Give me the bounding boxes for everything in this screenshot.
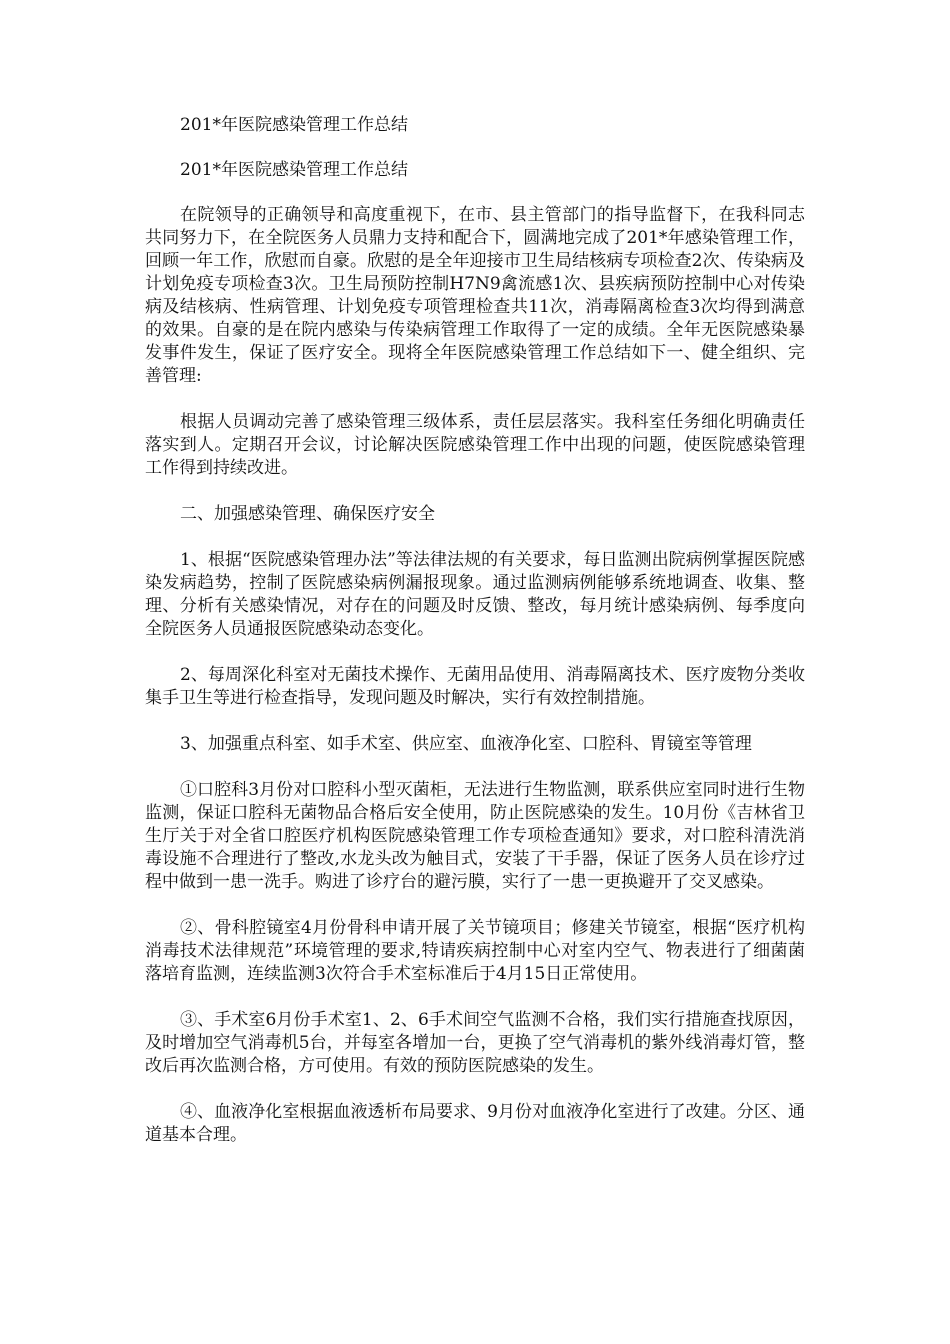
paragraph-blood-purification: ④、血液净化室根据血液透析布局要求、9月份对血液净化室进行了改建。分区、通道基本合理。 bbox=[145, 1102, 805, 1145]
paragraph-orthopedic: ②、骨科腔镜室4月份骨科申请开展了关节镜项目；修建关节镜室，根据“医疗机构消毒技术法律规范”环境管理的要求,特请疾病控制中心对室内空气、物表进行了细菌菌落培育监测，连续监测3次符合手术室标准后于4月15日正常使用。 bbox=[145, 918, 805, 984]
paragraph-item-3: 3、加强重点科室、如手术室、供应室、血液净化室、口腔科、胃镜室等管理 bbox=[180, 734, 752, 754]
paragraph-item-2: 2、每周深化科室对无菌技术操作、无菌用品使用、消毒隔离技术、医疗废物分类收集手卫生等进行检查指导，发现问题及时解决，实行有效控制措施。 bbox=[145, 665, 805, 708]
paragraph-organization: 根据人员调动完善了感染管理三级体系，责任层层落实。我科室任务细化明确责任落实到人。定期召开会议，讨论解决医院感染管理工作中出现的问题，使医院感染管理工作得到持续改进。 bbox=[145, 412, 805, 478]
section-heading-infection-management: 二、加强感染管理、确保医疗安全 bbox=[180, 504, 435, 524]
paragraph-intro: 在院领导的正确领导和高度重视下，在市、县主管部门的指导监督下，在我科同志共同努力下，在全院医务人员鼎力支持和配合下，圆满地完成了201*年感染管理工作，回顾一年工作，欣慰而自豪。欣慰的是全年迎接市卫生局结核病专项检查2次、传染病及计划免疫专项检查3次。卫生局预防控制H7N9禽流感1次、县疾病预防控制中心对传染病及结核病、性病管理、计划免疫专项管理检查共11次，消毒隔离检查3次均得到满意的效果。自豪的是在院内感染与传染病管理工作取得了一定的成绩。全年无医院感染暴发事件发生，保证了医疗安全。现将全年医院感染管理工作总结如下一、健全组织、完善管理: bbox=[145, 205, 805, 386]
document-title: 201*年医院感染管理工作总结 bbox=[180, 115, 408, 135]
document-subtitle: 201*年医院感染管理工作总结 bbox=[180, 160, 408, 180]
document-body bbox=[145, 114, 805, 1170]
paragraph-item-1: 1、根据“医院感染管理办法”等法律法规的有关要求，每日监测出院病例掌握医院感染发病趋势，控制了医院感染病例漏报现象。通过监测病例能够系统地调查、收集、整理、分析有关感染情况，对存在的问题及时反馈、整改，每月统计感染病例、每季度向全院医务人员通报医院感染动态变化。 bbox=[145, 550, 805, 639]
paragraph-operating-room: ③、手术室6月份手术室1、2、6手术间空气监测不合格，我们实行措施查找原因，及时增加空气消毒机5台，并每室各增加一台，更换了空气消毒机的紫外线消毒灯管，整改后再次监测合格，方可使用。有效的预防医院感染的发生。 bbox=[145, 1010, 805, 1076]
paragraph-dental: ①口腔科3月份对口腔科小型灭菌柜，无法进行生物监测，联系供应室同时进行生物监测，保证口腔科无菌物品合格后安全使用，防止医院感染的发生。10月份《吉林省卫生厅关于对全省口腔医疗机构医院感染管理工作专项检查通知》要求，对口腔科清洗消毒设施不合理进行了整改,水龙头改为触目式，安装了干手器，保证了医务人员在诊疗过程中做到一患一洗手。购进了诊疗台的避污膜，实行了一患一更换避开了交叉感染。 bbox=[145, 780, 805, 892]
